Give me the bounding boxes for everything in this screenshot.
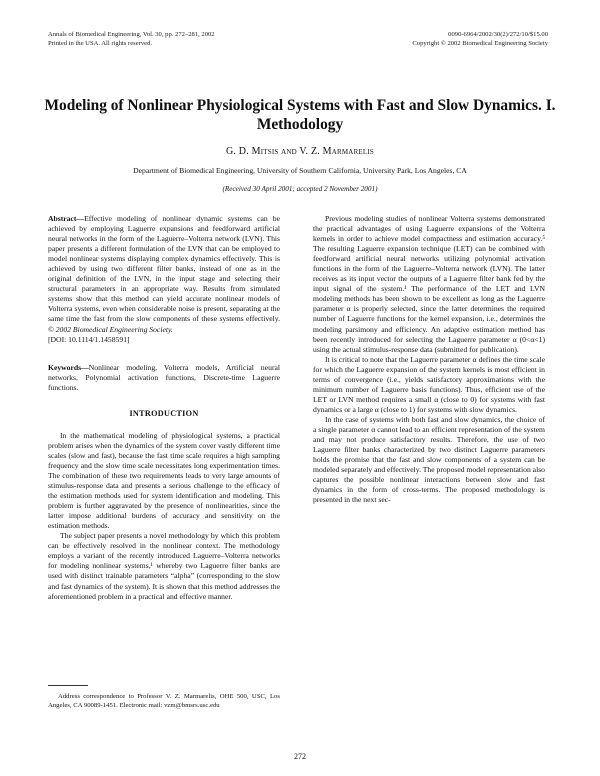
printed-notice: Printed in the USA. All rights reserved. xyxy=(48,39,153,47)
intro-paragraph-4: It is critical to note that the Laguerre parameter α defines the time scale for which the Laguerre expansion of the system kernels is most efficient in terms of convergence (i.e., yields satisfactory approximations with the minimum number of Laguerre basis functions). Thus, efficient use of the LET or LVN method requires a small α (close to 0) for systems with fast dynamics or a large α (close to 1) for systems with slow dynamics. xyxy=(313,354,545,414)
intro-paragraph-5: In the case of systems with both fast and slow dynamics, the choice of a single parameter α cannot lead to an efficient representation of the system and may not produce satisfactory results. Therefore, the use of two Laguerre filter banks characterized by two distinct Laguerre parameters holds the promise that the fast and slow components of a system can be modeled separately and effectively. The proposed model representation also captures the possible nonlinear interactions between slow and fast dynamics in the form of cross-terms. The proposed methodology is presented in the next sec- xyxy=(313,414,545,505)
copyright-notice: Copyright © 2002 Biomedical Engineering Society xyxy=(412,39,548,47)
journal-header-right xyxy=(412,31,548,48)
intro-paragraph-1: In the mathematical modeling of physiological systems, a practical problem arises when the dynamics of the system cover vastly different time scales (slow and fast), because the fast time scale requires a high sampling frequency and the slow time scale necessitates long experimentation times. The combination of these two requirements leads to very large amounts of stimulus-response data and presents a serious challenge to the efficacy of the estimation methods used for system identification and modeling. This problem is further aggravated by the presence of nonlinearities, since the latter impose additional burdens of accuracy and sensitivity on the estimation methods. xyxy=(48,430,280,531)
abstract xyxy=(48,214,280,345)
intro-paragraph-2: The subject paper presents a novel methodology by which this problem can be effectively resolved in the nonlinear context. The methodology employs a variant of the recently introduced Laguerre–Volterra networks for modeling nonlinear systems,¹ whereby two Laguerre filter banks are used with distinct trainable parameters “alpha” (corresponding to the slow and fast dynamics of the system). It is shown that this method addresses the aforementioned problem in a practical and effective manner. xyxy=(48,531,280,601)
intro-paragraph-3: Previous modeling studies of nonlinear Volterra systems demonstrated the practical advantages of using Laguerre expansions of the Volterra kernels in order to achieve model compactness and estimation accuracy.⁵ The resulting Laguerre expansion technique (LET) can be combined with feedforward artificial neural networks utilizing polynomial activation functions in the form of the Laguerre–Volterra network (LVN). The latter receives as its input vector the outputs of a Laguerre filter bank fed by the input signal of the system.¹ The performance of the LET and LVN modeling methods has been shown to be excellent as long as the Laguerre parameter α is properly selected, since the latter determines the required number of Laguerre functions for the kernel expansion, i.e., determines the modeling parsimony and efficiency. An adaptive estimation method has been recently introduced for selecting the Laguerre parameter α (0<α<1) using the actual stimulus-response data (submitted for publication). xyxy=(313,214,545,354)
page-number: 272 xyxy=(294,752,306,761)
abstract-label: Abstract— xyxy=(48,214,85,223)
journal-header-left xyxy=(48,31,215,48)
section-heading-introduction: INTRODUCTION xyxy=(129,408,199,418)
issn-code: 0090-6964/2002/30(2)/272/10/$15.00 xyxy=(448,31,548,38)
doi: [DOI: 10.1114/1.1458591] xyxy=(48,334,130,344)
left-column xyxy=(48,214,280,602)
abstract-text: Effective modeling of nonlinear dynamic systems can be achieved by employing Laguerre expansions and feedforward artificial neural networks in the form of the Laguerre–Volterra network (LVN). This paper presents a different formulation of the LVN that can be employed to model nonlinear systems displaying complex dynamics effectively. This is achieved by using two different filter banks, instead of one as in the original definition of the LVN, in the input stage and selecting their structural parameters in an appropriate way. Results from simulated systems show that this method can yield accurate nonlinear models of Volterra systems, even when considerable noise is present, separating at the same time the fast from the slow components of these systems effectively. xyxy=(48,214,280,324)
received-dates: (Received 30 April 2001; accepted 2 November 2001) xyxy=(222,185,378,193)
author-list: G. D. Mitsis and V. Z. Marmarelis xyxy=(225,146,375,157)
keywords xyxy=(48,363,280,393)
abstract-copyright: © 2002 Biomedical Engineering Society. xyxy=(48,324,173,334)
right-column xyxy=(313,214,545,505)
keywords-text: Nonlinear modeling, Volterra models, Artificial neural networks, Polynomial activation functions, Discrete-time Laguerre functions. xyxy=(48,362,280,392)
journal-citation: Annals of Biomedical Engineering, Vol. 30, pp. 272–281, 2002 xyxy=(48,31,215,38)
author-affiliation: Department of Biomedical Engineering, University of Southern California, University Park, Los Angeles, CA xyxy=(133,166,467,175)
footnote-rule xyxy=(48,685,88,686)
correspondence-footnote: Address correspondence to Professor V. Z. Marmarelis, OHE 500, USC, Los Angeles, CA 90089-1451. Electronic mail: vzm@bmsrs.usc.edu xyxy=(48,693,280,709)
keywords-label: Keywords— xyxy=(48,362,89,372)
paper-title: Modeling of Nonlinear Physiological Systems with Fast and Slow Dynamics. I. Methodology xyxy=(44,97,556,133)
